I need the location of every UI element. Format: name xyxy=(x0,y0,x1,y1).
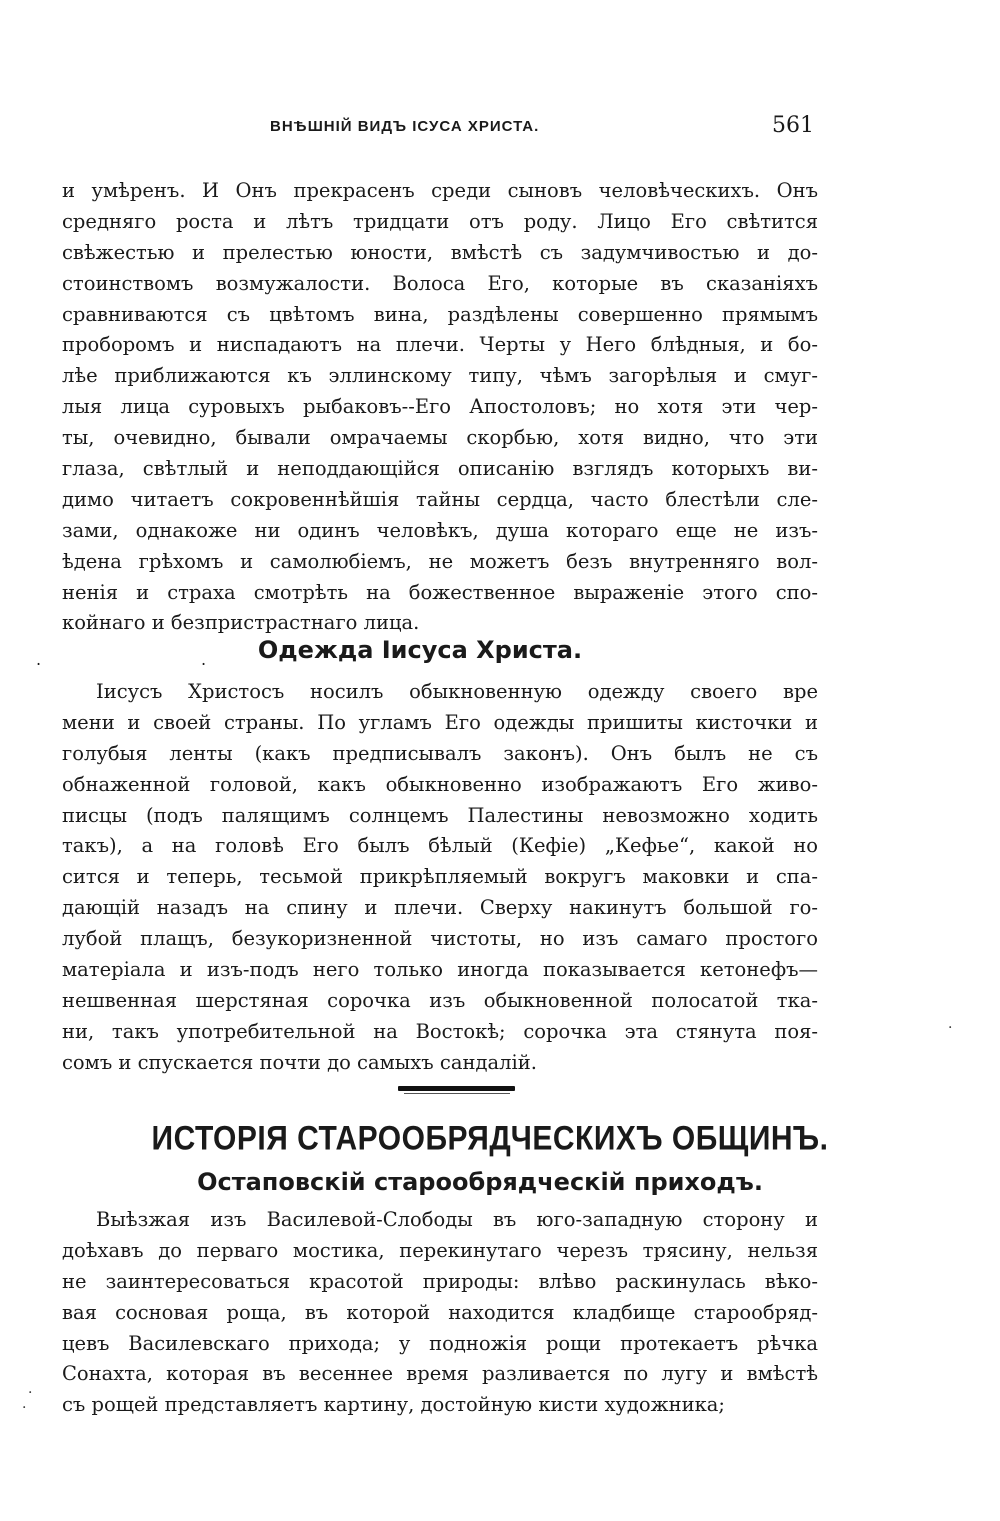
text-line: койнаго и безпристрастнаго лица. xyxy=(62,611,420,635)
paragraph-appearance xyxy=(62,176,818,639)
dot-mark: . xyxy=(36,650,42,669)
text-line: ты, очевидно, бывали омрачаемы скорбью, хотя видно, что эти xyxy=(62,426,818,450)
paragraph-parish xyxy=(62,1205,818,1421)
text-line: димо читаетъ сокровеннѣйшія тайны сердца, часто блестѣли сле- xyxy=(62,487,818,511)
text-line: лѣе приближаются къ эллинскому типу, чѣмъ загорѣлыя и смуг- xyxy=(62,364,818,388)
text-line: мени и своей страны. По угламъ Его одежды пришиты кисточки и xyxy=(62,710,818,734)
text-line: и умѣренъ. И Онъ прекрасенъ среди сыновъ человѣческихъ. Онъ xyxy=(62,179,818,202)
text-line: съ рощей представляетъ картину, достойную кисти художника; xyxy=(62,1393,725,1417)
text-line: не заинтересоваться красотой природы: влѣво раскинулась вѣко- xyxy=(62,1269,818,1293)
text-line: Выѣзжая изъ Василевой-Слободы въ юго-западную сторону и xyxy=(96,1208,818,1231)
text-line: доѣхавъ до перваго мостика, перекинутаго черезъ трясину, нельзя xyxy=(62,1238,818,1262)
text-line: сомъ и спускается почти до самыхъ сандалій. xyxy=(62,1050,537,1074)
running-title: ВНѢШНІЙ ВИДЪ ІСУСА ХРИСТА. xyxy=(270,118,540,135)
text-line: цевъ Василевскаго прихода; у подножія рощи протекаетъ рѣчка xyxy=(62,1331,818,1355)
section-divider xyxy=(398,1086,515,1091)
print-mark: · xyxy=(948,1020,953,1036)
text-line: ненія и страха смотрѣть на божественное выраженіе этого спо- xyxy=(62,580,818,604)
text-line: вая сосновая роща, въ которой находится кладбище старообряд- xyxy=(62,1300,818,1324)
text-line: глаза, свѣтлый и неподдающійся описанію взглядъ которыхъ ви- xyxy=(62,457,818,481)
text-line: дающій назадъ на спину и плечи. Сверху накинутъ большой го- xyxy=(62,896,818,920)
text-line: Сонахта, которая въ весеннее время разливается по лугу и вмѣстѣ xyxy=(62,1362,818,1386)
text-line: проборомъ и ниспадаютъ на плечи. Черты у Него блѣдныя, и бо- xyxy=(62,333,818,357)
page-number: 561 xyxy=(772,113,814,138)
text-line: обнаженной головой, какъ обыкновенно изображаютъ Его живо- xyxy=(62,772,818,796)
text-line: нешвенная шерстяная сорочка изъ обыкновенной полосатой тка- xyxy=(62,988,818,1012)
text-line: матеріала и изъ-подъ него только иногда показывается кетонефъ— xyxy=(62,958,818,982)
text-line: Іисусъ Христосъ носилъ обыкновенную одежду своего вре xyxy=(96,680,818,703)
text-line: свѣжестью и прелестью юности, вмѣстѣ съ задумчивостью и до- xyxy=(62,240,818,264)
text-line: лыя лица суровыхъ рыбаковъ--Его Апостоловъ; но хотя эти чер- xyxy=(62,395,818,419)
section-subheading-parish: Остаповскій старообрядческій приходъ. xyxy=(197,1168,763,1196)
print-mark: · xyxy=(28,1385,33,1401)
text-line: сится и теперь, тесьмой прикрѣпляемый вокругъ маковки и спа- xyxy=(62,865,818,889)
section-heading-clothing: Одежда Іисуса Христа. xyxy=(257,636,583,664)
print-mark: · xyxy=(22,1400,27,1416)
text-line: такъ), а на головѣ Его былъ бѣлый (Кефіе) „Кефье“, какой но xyxy=(62,834,818,858)
section-divider-thin xyxy=(404,1093,510,1094)
text-line: сравниваются съ цвѣтомъ вина, раздѣлены совершенно прямымъ xyxy=(62,302,818,326)
text-line: лубой плащъ, безукоризненной чистоты, но изъ самаго простого xyxy=(62,927,818,951)
text-line: зами, однакоже ни одинъ человѣкъ, душа котораго еще не изъ- xyxy=(62,518,818,542)
text-line: стоинствомъ возмужалости. Волоса Его, которые въ сказаніяхъ xyxy=(62,271,818,295)
dot-mark: . xyxy=(201,650,207,669)
paragraph-clothing xyxy=(62,677,818,1079)
text-line: голубыя ленты (какъ предписывалъ законъ). Онъ былъ не съ xyxy=(62,741,818,765)
text-line: писцы (подъ палящимъ солнцемъ Палестины невозможно ходить xyxy=(62,803,818,827)
text-line: ѣдена грѣхомъ и самолюбіемъ, не можетъ безъ внутренняго вол- xyxy=(62,549,818,573)
section-heading-history: ИСТОРІЯ СТАРООБРЯДЧЕСКИХЪ ОБЩИНЪ. xyxy=(151,1119,829,1158)
text-line: средняго роста и лѣтъ тридцати отъ роду. Лицо Его свѣтится xyxy=(62,209,818,233)
text-line: ни, такъ употребительной на Востокѣ; сорочка эта стянута поя- xyxy=(62,1019,818,1043)
